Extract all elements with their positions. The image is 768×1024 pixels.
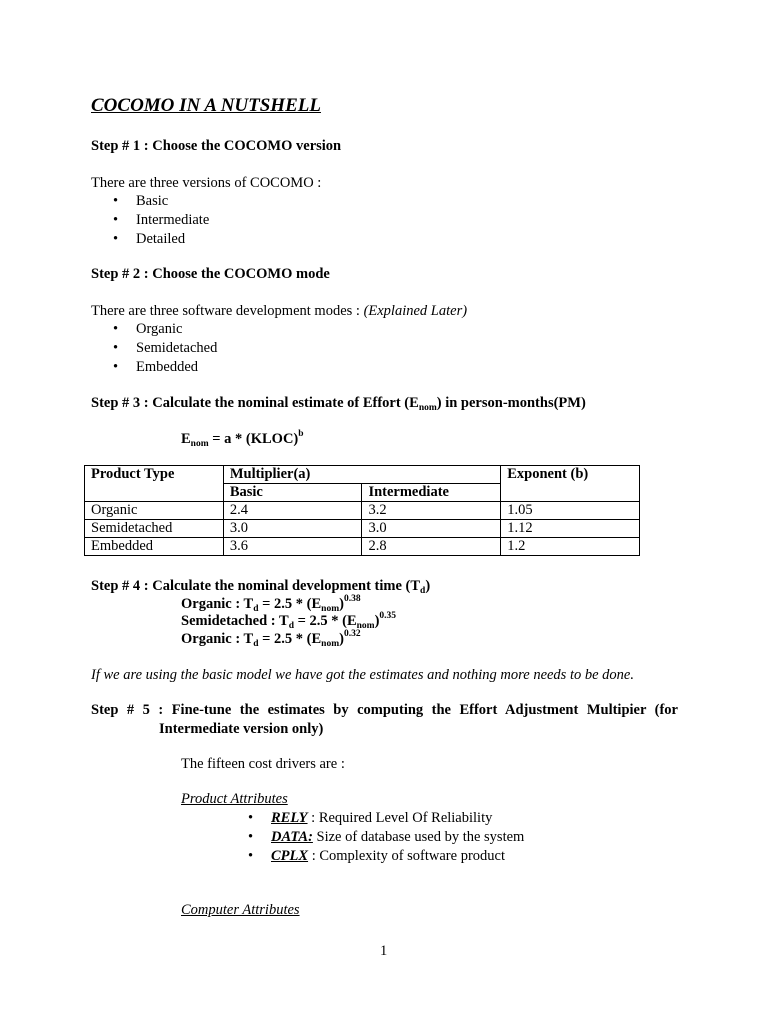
step2-intro xyxy=(91,303,467,320)
basic-model-note: If we are using the basic model we have got the estimates and nothing more needs to be done. xyxy=(91,667,634,683)
cell-basic: 3.6 xyxy=(223,538,362,556)
table-header-row xyxy=(85,466,640,484)
step5-heading-line1: Step # 5 : Fine-tune the estimates by computing the Effort Adjustment Multipier (for xyxy=(91,702,678,718)
table-row xyxy=(85,520,640,538)
step2-heading: Step # 2 : Choose the COCOMO mode xyxy=(91,266,330,282)
time-formula xyxy=(181,596,361,613)
formula-e: E xyxy=(181,431,191,447)
cost-drivers-intro: The fifteen cost drivers are : xyxy=(181,756,345,772)
header-basic: Basic xyxy=(223,484,362,502)
step3-heading-pre: Step # 3 : Calculate the nominal estimate of Effort (E xyxy=(91,395,419,411)
formula-exponent: 0.38 xyxy=(343,594,361,604)
mode-item: • Embedded xyxy=(136,359,198,376)
cell-type: Organic xyxy=(85,502,224,520)
attribute-item xyxy=(271,848,505,865)
attribute-sep: : xyxy=(308,848,320,864)
formula-close: ) xyxy=(339,631,344,647)
formula-mode: Semidetached : T xyxy=(181,613,289,629)
attribute-item xyxy=(271,810,492,827)
header-product-type: Product Type xyxy=(85,466,224,502)
attribute-sep: : xyxy=(307,810,319,826)
cell-intermediate: 3.0 xyxy=(362,520,501,538)
formula-sub: d xyxy=(253,604,259,614)
formula-sup: b xyxy=(298,429,304,439)
formula-close: ) xyxy=(339,596,344,612)
version-item: • Basic xyxy=(136,193,168,210)
step1-intro: There are three versions of COCOMO : xyxy=(91,175,322,191)
attribute-code: DATA: xyxy=(271,829,313,845)
page-title: COCOMO IN A NUTSHELL xyxy=(91,95,321,116)
step4-heading-post: ) xyxy=(425,578,431,594)
attribute-desc: Required Level Of Reliability xyxy=(318,810,493,826)
step3-heading-post: ) in person-months(PM) xyxy=(436,395,586,411)
attribute-item xyxy=(271,829,524,846)
effort-formula xyxy=(181,431,304,448)
formula-sub: d xyxy=(253,639,259,649)
table-row xyxy=(85,538,640,556)
time-formula xyxy=(181,613,396,630)
cell-type: Semidetached xyxy=(85,520,224,538)
page-number: 1 xyxy=(380,943,388,959)
formula-exponent: 0.35 xyxy=(379,611,397,621)
formula-body: = a * (KLOC) xyxy=(208,431,299,447)
formula-sub2: nom xyxy=(321,639,340,649)
formula-mode: Organic : T xyxy=(181,596,254,612)
mode-item: • Semidetached xyxy=(136,340,217,357)
formula-body: = 2.5 * (E xyxy=(258,631,322,647)
formula-body: = 2.5 * (E xyxy=(293,613,357,629)
formula-sub2: nom xyxy=(321,604,340,614)
cell-basic: 2.4 xyxy=(223,502,362,520)
step4-heading-sub: d xyxy=(420,586,426,596)
formula-body: = 2.5 * (E xyxy=(258,596,322,612)
cell-type: Embedded xyxy=(85,538,224,556)
version-item: • Detailed xyxy=(136,231,185,248)
header-multiplier: Multiplier(a) xyxy=(223,466,500,484)
cell-intermediate: 3.2 xyxy=(362,502,501,520)
attribute-desc: Complexity of software product xyxy=(319,848,505,864)
formula-sub: d xyxy=(288,621,294,631)
formula-exponent: 0.32 xyxy=(343,629,361,639)
step4-heading-pre: Step # 4 : Calculate the nominal development time (T xyxy=(91,578,421,594)
formula-sub2: nom xyxy=(356,621,375,631)
coefficients-table xyxy=(84,465,640,556)
step5-heading-line2: Intermediate version only) xyxy=(159,721,324,737)
product-attributes-label: Product Attributes xyxy=(181,791,288,807)
computer-attributes-label: Computer Attributes xyxy=(181,902,300,918)
step2-intro-note: (Explained Later) xyxy=(363,303,468,319)
time-formula xyxy=(181,631,361,648)
table-row xyxy=(85,502,640,520)
step4-heading xyxy=(91,578,430,595)
cell-basic: 3.0 xyxy=(223,520,362,538)
cell-exponent: 1.12 xyxy=(501,520,640,538)
formula-mode: Organic : T xyxy=(181,631,254,647)
cell-exponent: 1.05 xyxy=(501,502,640,520)
cell-intermediate: 2.8 xyxy=(362,538,501,556)
step3-heading xyxy=(91,395,586,412)
version-item: • Intermediate xyxy=(136,212,209,229)
cell-exponent: 1.2 xyxy=(501,538,640,556)
attribute-code: RELY xyxy=(271,810,308,826)
formula-close: ) xyxy=(374,613,380,629)
attribute-code: CPLX xyxy=(271,848,309,864)
attribute-desc: Size of database used by the system xyxy=(316,829,525,845)
step2-intro-text: There are three software development modes : xyxy=(91,303,364,319)
mode-item: • Organic xyxy=(136,321,182,338)
step3-heading-sub: nom xyxy=(418,403,437,413)
header-intermediate: Intermediate xyxy=(362,484,501,502)
header-exponent: Exponent (b) xyxy=(501,466,640,502)
formula-sub: nom xyxy=(190,439,209,449)
step1-heading: Step # 1 : Choose the COCOMO version xyxy=(91,138,342,154)
